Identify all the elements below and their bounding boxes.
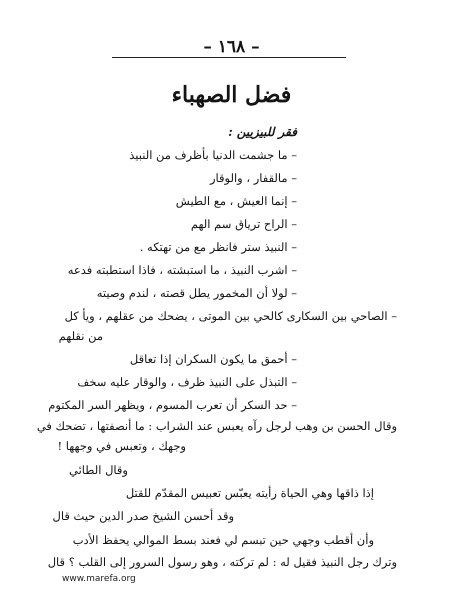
text-line: – مالقفار ، والوقار [209, 171, 297, 185]
text-line: – إنما العيش ، مع الطيش [175, 194, 297, 208]
text-line: وقال الحسن بن وهب لرجل رآه يعبس عند الشراب : ما أنصفتها ، تضحك في [36, 419, 397, 433]
page-header [0, 36, 463, 60]
text-line: وجهك ، وتعبس في وجهها ! [57, 439, 186, 453]
header-rule [112, 57, 346, 58]
chapter-title: فضل الصهباء [171, 82, 292, 108]
text-line: – التبذل على النبيذ ظرف ، والوقار عليه سخف [77, 375, 297, 389]
verse-line: إذا ذاقها وهي الحياة رأيته يعبّس تعبيس المقدّم للقتل [125, 486, 374, 500]
text-line: – أحمق ما يكون السكران إذا تعاقل [129, 352, 297, 366]
text-line: وقال الطائي [69, 463, 128, 477]
text-line: – حد السكر أن تعرب المسوم ، ويظهر السر المكتوم [48, 398, 297, 412]
text-line: – لولا أن المخمور يطل قصته ، لندم وصيته [96, 286, 297, 300]
page-number: – ١٦٨ – [203, 37, 260, 57]
text-line: – الصاحي بين السكارى كالحي بين الموتى ، يضحك من عقلهم ، ويأ كل [64, 309, 397, 323]
footer-source: www.marefa.org [62, 574, 136, 584]
verse-line: وأن أقطب وجهي حين تبسم لي فعند بسط الموالي يحفظ الأدب [72, 533, 374, 547]
text-line: وترك رجل النبيذ فقيل له : لم تركته ، وهو رسول السرور إلى القلب ؟ قال [47, 555, 397, 569]
text-line: – الراح ترياق سم الهم [190, 217, 297, 231]
text-line: من نقلهم [58, 329, 103, 343]
text-line: وقد أحسن الشيخ صدر الدين حيث قال [52, 509, 234, 523]
section-heading: فقر للبيزيين : [228, 125, 297, 139]
text-line: – اشرب النبيذ ، ما استبشته ، فاذا استطبته فدعه [67, 263, 297, 277]
text-line: – النبيذ ستر فانظر مع من تهتكه . [139, 240, 297, 254]
text-line: – ما جشمت الدنيا بأظرف من النبيذ [129, 148, 297, 162]
